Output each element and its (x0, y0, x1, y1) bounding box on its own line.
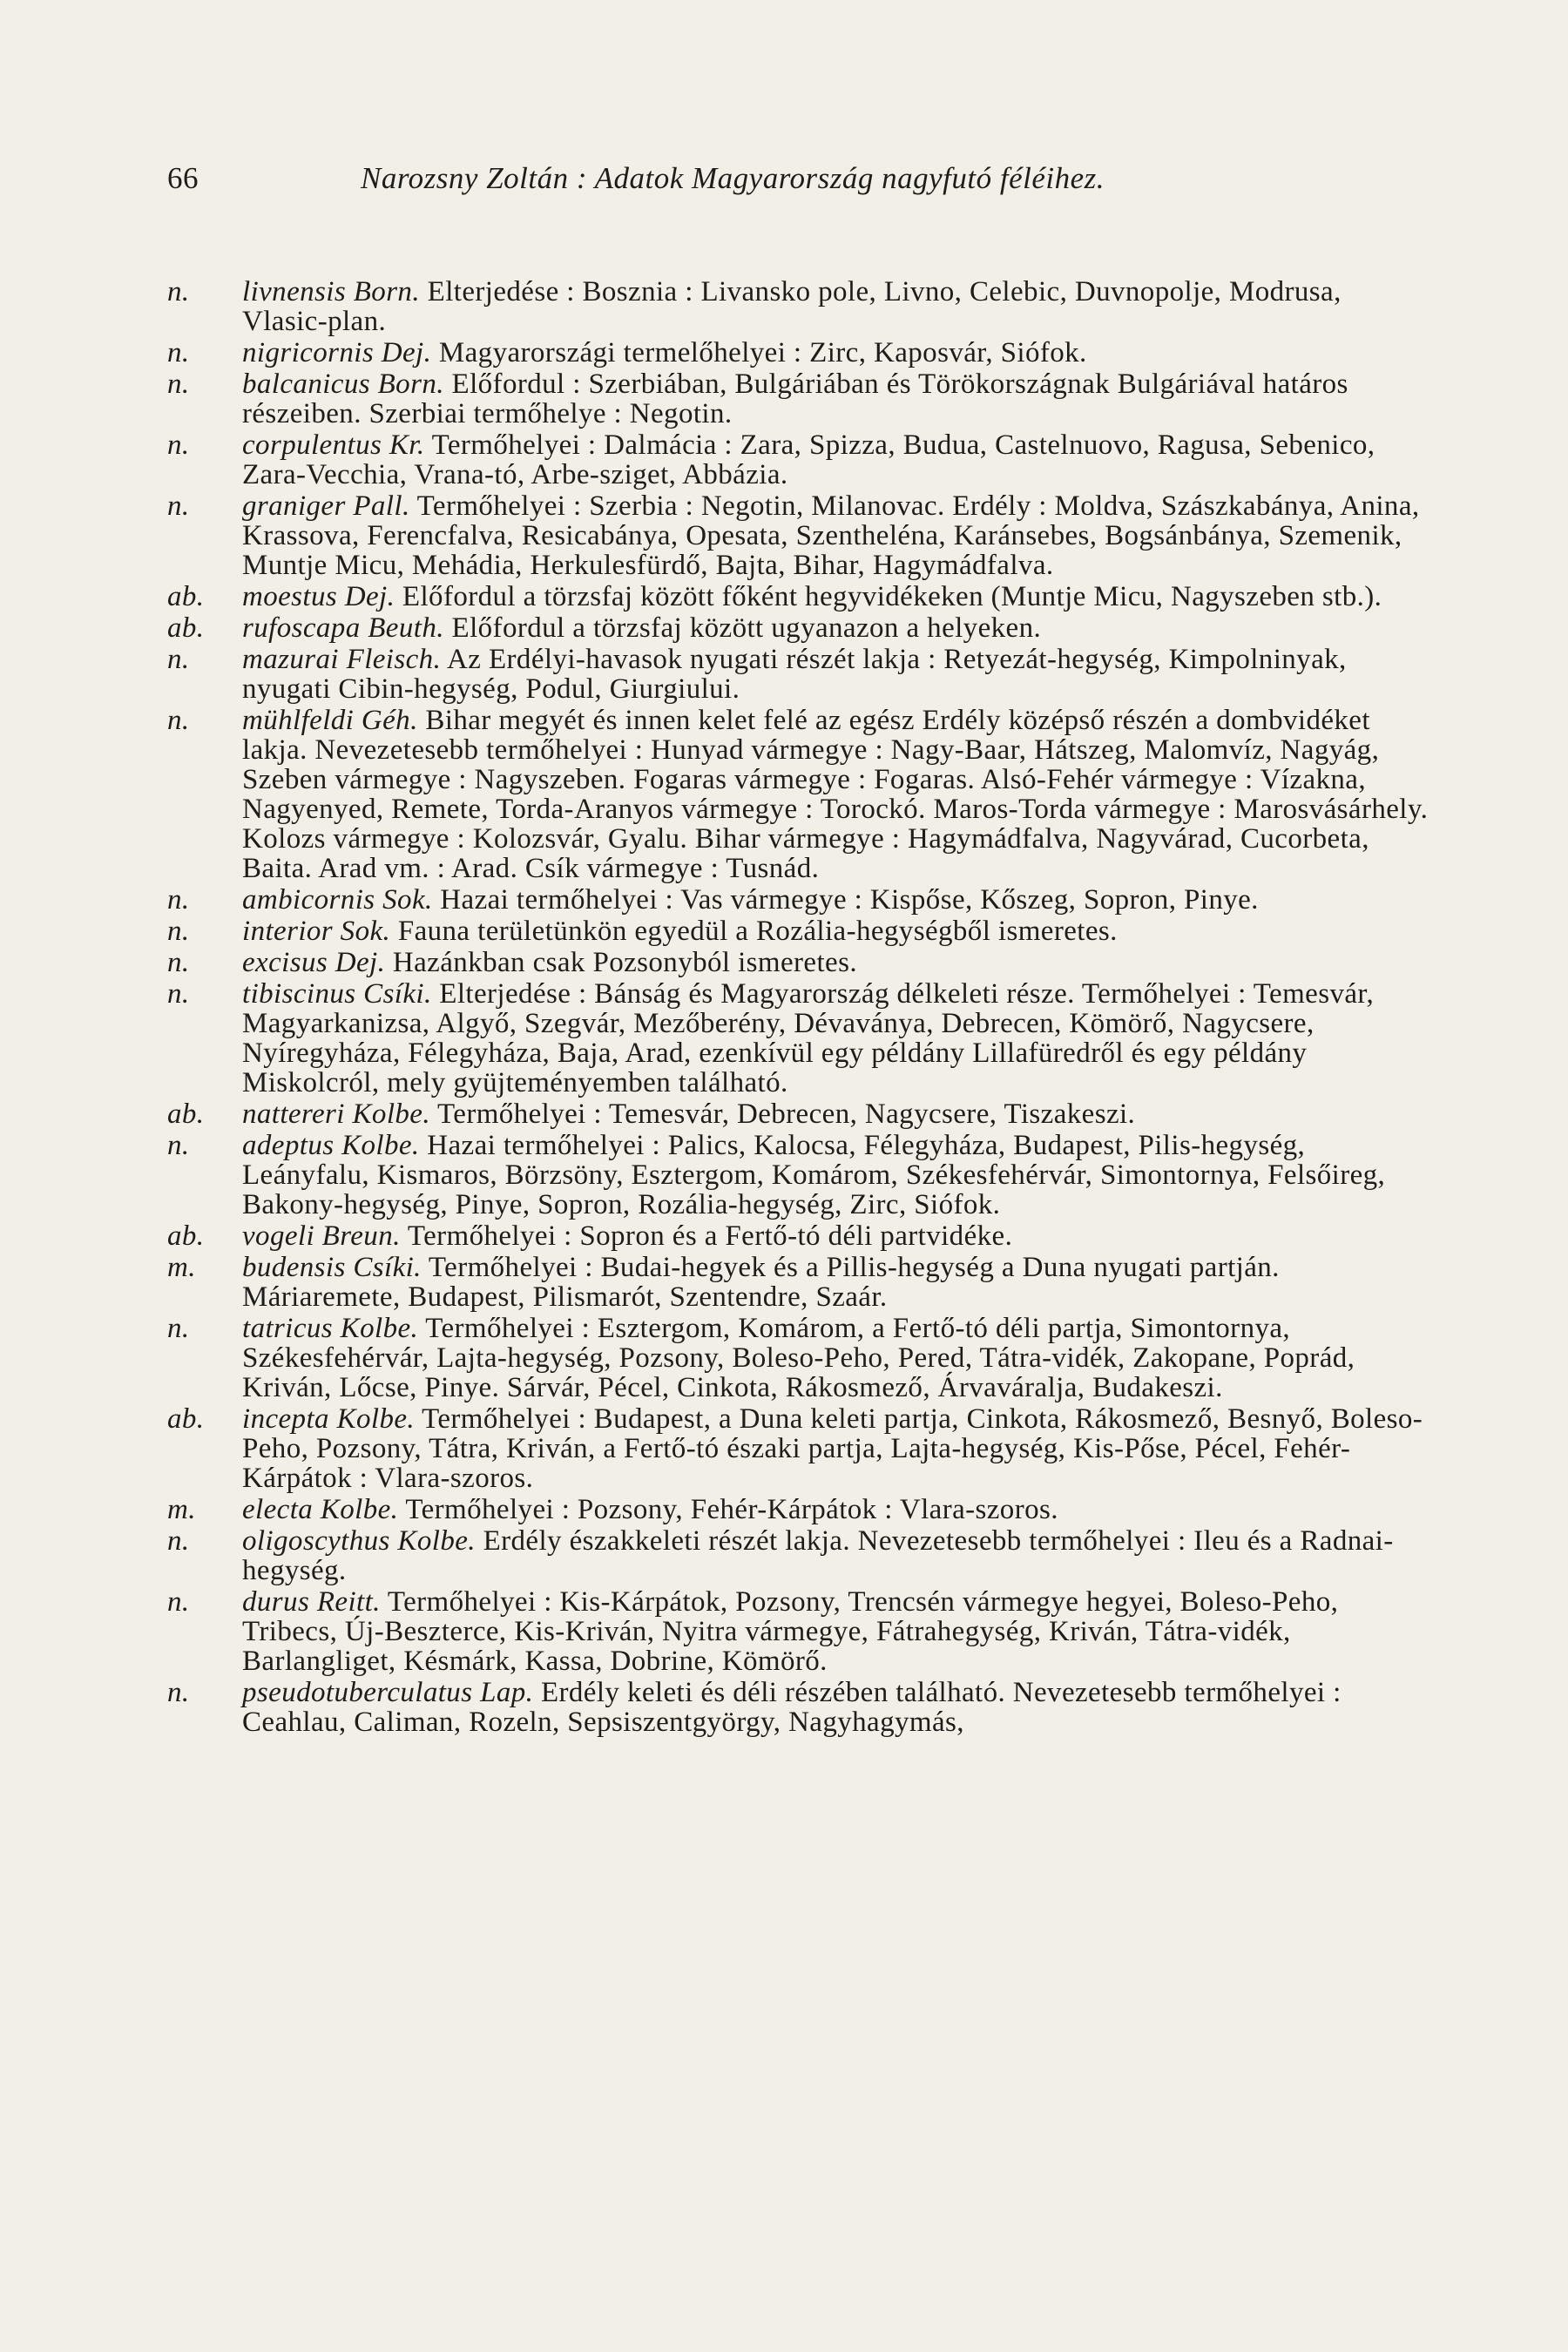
species-name: nattereri Kolbe. (242, 1098, 430, 1130)
species-name: oligoscythus Kolbe. (242, 1525, 476, 1557)
species-entry (167, 1587, 1432, 1676)
species-entry (167, 582, 1432, 612)
species-description: Termőhelyei : Budai-hegyek és a Pillis-hegység a Duna nyugati partján. Máriaremete, Budapest, Pilismarót, Szentendre, Szaár. (242, 1252, 1280, 1313)
species-description: Termőhelyei : Budapest, a Duna keleti partja, Cinkota, Rákosmező, Besnyő, Boleso-Peho, Pozsony, Tátra, Kriván, a Fertő-tó északi partja, Lajta-hegység, Kis-Pőse, Pécel, Fehér-Kárpátok : Vlara-szoros. (242, 1403, 1423, 1494)
species-name: interior Sok. (242, 916, 391, 947)
species-description: Termőhelyei : Szerbia : Negotin, Milanovac. Erdély : Moldva, Szászkabánya, Anina, Krassova, Ferencfalva, Resicabánya, Opesata, Szentheléna, Karánsebes, Bogsánbánya, Szemenik, Muntje Micu, Mehádia, Herkulesfürdő, Bajta, Bihar, Hagymádfalva. (242, 490, 1420, 581)
running-title: Narozsny Zoltán : Adatok Magyarország nagyfutó féléihez. (361, 161, 1105, 195)
species-name: graniger Pall. (242, 490, 410, 522)
taxon-rank-abbr: n. (167, 1525, 190, 1557)
species-description: Erdély keleti és déli részében található. Nevezetesebb termőhelyei : Ceahlau, Caliman, Rozeln, Sepsiszentgyörgy, Nagyhagymás, (242, 1677, 1342, 1738)
species-description: Termőhelyei : Kis-Kárpátok, Pozsony, Trencsén vármegye hegyei, Boleso-Peho, Tribecs, Új-Beszterce, Kis-Kriván, Nyitra vármegye, Fátrahegység, Kriván, Tátra-vidék, Barlangliget, Késmárk, Kassa, Dobrine, Kömörő. (242, 1586, 1339, 1677)
taxon-rank-abbr: n. (167, 884, 190, 916)
page-number: 66 (167, 161, 199, 195)
species-name: mazurai Fleisch. (242, 644, 442, 675)
species-description: Termőhelyei : Dalmácia : Zara, Spizza, Budua, Castelnuovo, Ragusa, Sebenico, Zara-Vecchia, Vrana-tó, Arbe-sziget, Abbázia. (242, 429, 1375, 490)
taxon-rank-abbr: n. (167, 644, 190, 675)
species-entry (167, 430, 1432, 490)
species-name: ambicornis Sok. (242, 884, 433, 916)
species-entry (167, 1404, 1432, 1493)
page-header (167, 161, 1430, 213)
taxon-rank-abbr: ab. (167, 1220, 205, 1252)
species-entry (167, 1221, 1432, 1251)
species-description: Hazai termőhelyei : Vas vármegye : Kispőse, Kőszeg, Sopron, Pinye. (432, 884, 1259, 916)
taxon-rank-abbr: ab. (167, 1098, 205, 1130)
taxon-rank-abbr: n. (167, 276, 190, 308)
species-description: Termőhelyei : Temesvár, Debrecen, Nagycsere, Tiszakeszi. (430, 1098, 1136, 1130)
species-name: livnensis Born. (242, 276, 420, 308)
species-name: mühlfeldi Géh. (242, 705, 418, 736)
species-name: adeptus Kolbe. (242, 1130, 420, 1161)
taxon-rank-abbr: n. (167, 1130, 190, 1161)
species-entry (167, 277, 1432, 336)
species-entry (167, 613, 1432, 643)
species-entry (167, 979, 1432, 1098)
taxon-rank-abbr: n. (167, 429, 190, 461)
species-entry (167, 885, 1432, 915)
species-entry (167, 1526, 1432, 1585)
species-entry (167, 338, 1432, 368)
taxon-rank-abbr: ab. (167, 581, 205, 612)
species-entry (167, 369, 1432, 429)
species-name: corpulentus Kr. (242, 429, 425, 461)
species-description: Fauna területünkön egyedül a Rozália-hegységből ismeretes. (390, 916, 1118, 947)
species-description: Előfordul a törzsfaj között ugyanazon a helyeken. (443, 612, 1042, 644)
taxon-rank-abbr: ab. (167, 1403, 205, 1435)
species-entry (167, 1678, 1432, 1737)
species-name: vogeli Breun. (242, 1220, 401, 1252)
species-entry (167, 706, 1432, 883)
taxon-rank-abbr: n. (167, 368, 190, 400)
species-description: Előfordul a törzsfaj között főként hegyvidékeken (Muntje Micu, Nagyszeben stb.). (395, 581, 1382, 612)
species-description: Az Erdélyi-havasok nyugati részét lakja : Retyezát-hegység, Kimpolninyak, nyugati Cibin-hegység, Podul, Giurgiului. (242, 644, 1347, 705)
species-entry (167, 645, 1432, 704)
species-entry (167, 491, 1432, 580)
species-description: Erdély északkeleti részét lakja. Nevezetesebb termőhelyei : Ileu és a Radnai-hegység. (242, 1525, 1394, 1586)
species-name: budensis Csíki. (242, 1252, 422, 1283)
species-description: Hazai termőhelyei : Palics, Kalocsa, Félegyháza, Budapest, Pilis-hegység, Leányfalu, Kismaros, Börzsöny, Esztergom, Komárom, Székesfehérvár, Simontornya, Felsőireg, Bakony-hegység, Pinye, Sopron, Rozália-hegység, Zirc, Siófok. (242, 1130, 1386, 1220)
species-description: Termőhelyei : Sopron és a Fertő-tó déli partvidéke. (400, 1220, 1013, 1252)
species-entry (167, 916, 1432, 946)
taxon-rank-abbr: n. (167, 947, 190, 978)
species-description: Hazánkban csak Pozsonyból ismeretes. (385, 947, 857, 978)
species-name: electa Kolbe. (242, 1494, 399, 1525)
species-name: nigricornis Dej. (242, 337, 432, 368)
taxon-rank-abbr: n. (167, 1313, 190, 1344)
taxon-rank-abbr: n. (167, 1677, 190, 1708)
species-description: Elterjedése : Bánság és Magyarország délkeleti része. Termőhelyei : Temesvár, Magyarkanizsa, Algyő, Szegvár, Mezőberény, Dévaványa, Debrecen, Kömörő, Nagycsere, Nyíregyháza, Félegyháza, Baja, Arad, ezenkívül egy példány Lillafüredről és egy példány Miskolcról, mely gyüjteményemben található. (242, 978, 1375, 1098)
species-entry (167, 948, 1432, 977)
species-description: Előfordul : Szerbiában, Bulgáriában és Törökországnak Bulgáriával határos részeiben. Szerbiai termőhelye : Negotin. (242, 368, 1348, 429)
species-name: excisus Dej. (242, 947, 386, 978)
species-name: tatricus Kolbe. (242, 1313, 419, 1344)
species-entry (167, 1099, 1432, 1129)
species-description: Bihar megyét és innen kelet felé az egész Erdély középső részén a dombvidéket lakja. Nevezetesebb termőhelyei : Hunyad vármegye : Nagy-Baar, Hátszeg, Malomvíz, Nagyág, Szeben vármegye : Nagyszeben. Fogaras vármegye : Fogaras. Alsó-Fehér vármegye : Vízakna, Nagyenyed, Remete, Torda-Aranyos vármegye : Torockó. Maros-Torda vármegye : Marosvásárhely. Kolozs vármegye : Kolozsvár, Gyalu. Bihar vármegye : Hagymádfalva, Nagyvárad, Cucorbeta, Baita. Arad vm. : Arad. Csík vármegye : Tusnád. (242, 705, 1429, 884)
taxon-rank-abbr: n. (167, 1586, 190, 1618)
species-entry (167, 1131, 1432, 1220)
taxon-rank-abbr: n. (167, 490, 190, 522)
species-description: Termőhelyei : Pozsony, Fehér-Kárpátok : Vlara-szoros. (398, 1494, 1058, 1525)
taxon-rank-abbr: n. (167, 916, 190, 947)
taxon-rank-abbr: n. (167, 705, 190, 736)
taxon-rank-abbr: n. (167, 978, 190, 1010)
species-name: rufoscapa Beuth. (242, 612, 444, 644)
taxon-rank-abbr: m. (167, 1494, 196, 1525)
taxon-rank-abbr: m. (167, 1252, 196, 1283)
species-name: tibiscinus Csíki. (242, 978, 432, 1010)
species-description: Termőhelyei : Esztergom, Komárom, a Fertő-tó déli partja, Simontornya, Székesfehérvár, Lajta-hegység, Pozsony, Boleso-Peho, Pered, Tátra-vidék, Zakopane, Poprád, Kriván, Lőcse, Pinye. Sárvár, Pécel, Cinkota, Rákosmező, Árvaváralja, Budakeszi. (242, 1313, 1355, 1403)
species-name: incepta Kolbe. (242, 1403, 416, 1435)
species-entry (167, 1495, 1432, 1524)
species-entry (167, 1314, 1432, 1402)
species-name: moestus Dej. (242, 581, 395, 612)
species-description: Elterjedése : Bosznia : Livansko pole, Livno, Celebic, Duvnopolje, Modrusa, Vlasic-plan. (242, 276, 1342, 337)
species-name: pseudotuberculatus Lap. (242, 1677, 534, 1708)
species-name: durus Reitt. (242, 1586, 381, 1618)
species-entry (167, 1253, 1432, 1312)
taxon-rank-abbr: ab. (167, 612, 205, 644)
species-list (167, 277, 1432, 1739)
species-name: balcanicus Born. (242, 368, 444, 400)
taxon-rank-abbr: n. (167, 337, 190, 368)
species-description: Magyarországi termelőhelyei : Zirc, Kaposvár, Siófok. (431, 337, 1087, 368)
